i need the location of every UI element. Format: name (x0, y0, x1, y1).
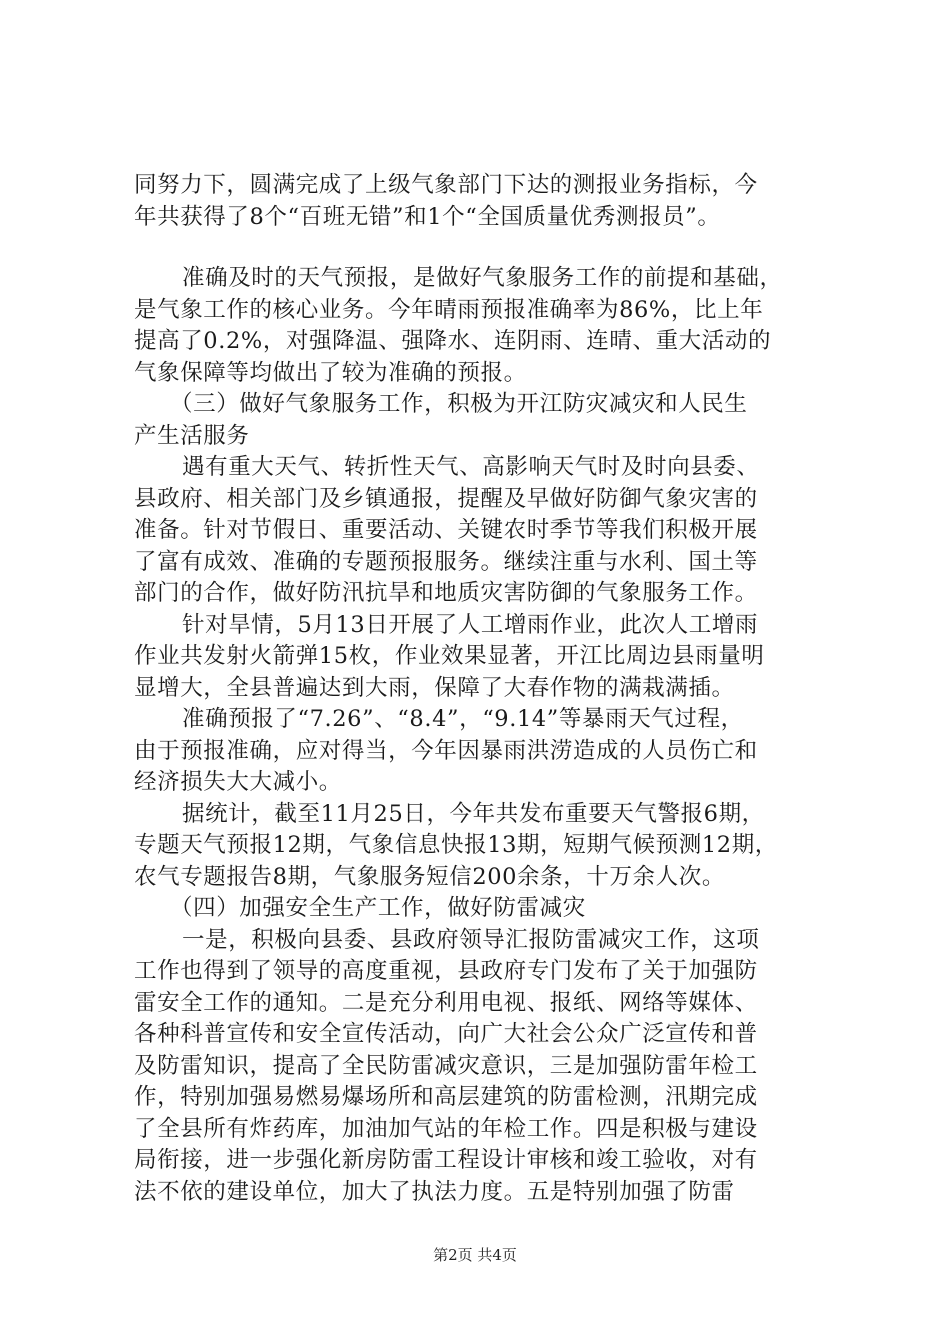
paragraph-line: 提高了0.2%，对强降温、强降水、连阴雨、连晴、重大活动的 (134, 328, 772, 354)
paragraph-line: 准确及时的天气预报，是做好气象服务工作的前提和基础， (182, 265, 783, 291)
paragraph-line: 了富有成效、准确的专题预报服务。继续注重与水利、国土等 (134, 548, 758, 575)
paragraph-line: 一是，积极向县委、县政府领导汇报防雷减灾工作，这项 (182, 926, 760, 953)
paragraph-line: 气象保障等均做出了较为准确的预报。 (134, 359, 527, 386)
paragraph-line: 针对旱情，5月13日开展了人工增雨作业，此次人工增雨 (182, 611, 759, 638)
section-heading-line: 产生活服务 (134, 422, 250, 449)
paragraph-line: 准确预报了“7.26”、“8.4”，“9.14”等暴雨天气过程， (182, 706, 744, 732)
paragraph-line: 局衔接，进一步强化新房防雷工程设计审核和竣工验收，对有 (134, 1147, 758, 1173)
section-heading-line: （四）加强安全生产工作，做好防雷减灾 (170, 895, 586, 921)
paragraph-line: 遇有重大天气、转折性天气、高影响天气时及时向县委、 (182, 454, 760, 480)
paragraph-line: 同努力下，圆满完成了上级气象部门下达的测报业务指标，今 (134, 172, 758, 198)
paragraph-line: 及防雷知识，提高了全民防雷减灾意识，三是加强防雷年检工 (134, 1052, 758, 1079)
section-heading-line: （三）做好气象服务工作，积极为开江防灾减灾和人民生 (170, 391, 748, 417)
paragraph-line: 农气专题报告8期，气象服务短信200余条，十万余人次。 (134, 863, 725, 890)
paragraph-line: 经济损失大大减小。 (134, 769, 342, 795)
paragraph-line: 专题天气预报12期，气象信息快报13期，短期气候预测12期， (134, 832, 778, 858)
paragraph-line: 是气象工作的核心业务。今年晴雨预报准确率为86%，比上年 (134, 296, 764, 323)
paragraph-line: 由于预报准确，应对得当，今年因暴雨洪涝造成的人员伤亡和 (134, 737, 758, 764)
paragraph-line: 显增大，全县普遍达到大雨，保障了大春作物的满栽满插。 (134, 674, 735, 701)
paragraph-line: 据统计，截至11月25日，今年共发布重要天气警报6期， (182, 800, 765, 827)
paragraph-line: 部门的合作，做好防汛抗旱和地质灾害防御的气象服务工作。 (134, 580, 758, 606)
paragraph-line: 准备。针对节假日、重要活动、关键农时季节等我们积极开展 (134, 517, 758, 543)
document-body (134, 170, 824, 1208)
paragraph-line: 作业共发射火箭弹15枚，作业效果显著，开江比周边县雨量明 (134, 643, 765, 669)
paragraph-line: 县政府、相关部门及乡镇通报，提醒及早做好防御气象灾害的 (134, 485, 758, 512)
page-number-footer: 第2页 共4页 (433, 1246, 517, 1264)
paragraph-line: 工作也得到了领导的高度重视，县政府专门发布了关于加强防 (134, 958, 758, 984)
paragraph-line: 各种科普宣传和安全宣传活动，向广大社会公众广泛宣传和普 (134, 1021, 758, 1047)
paragraph-gap (134, 233, 824, 263)
paragraph-line: 年共获得了8个“百班无错”和1个“全国质量优秀测报员”。 (134, 203, 721, 230)
paragraph-line: 法不依的建设单位，加大了执法力度。五是特别加强了防雷 (134, 1178, 735, 1205)
paragraph-line: 雷安全工作的通知。二是充分利用电视、报纸、网络等媒体、 (134, 989, 758, 1016)
paragraph-line: 了全县所有炸药库，加油加气站的年检工作。四是积极与建设 (134, 1115, 758, 1142)
paragraph-line: 作，特别加强易燃易爆场所和高层建筑的防雷检测，汛期完成 (134, 1084, 758, 1110)
